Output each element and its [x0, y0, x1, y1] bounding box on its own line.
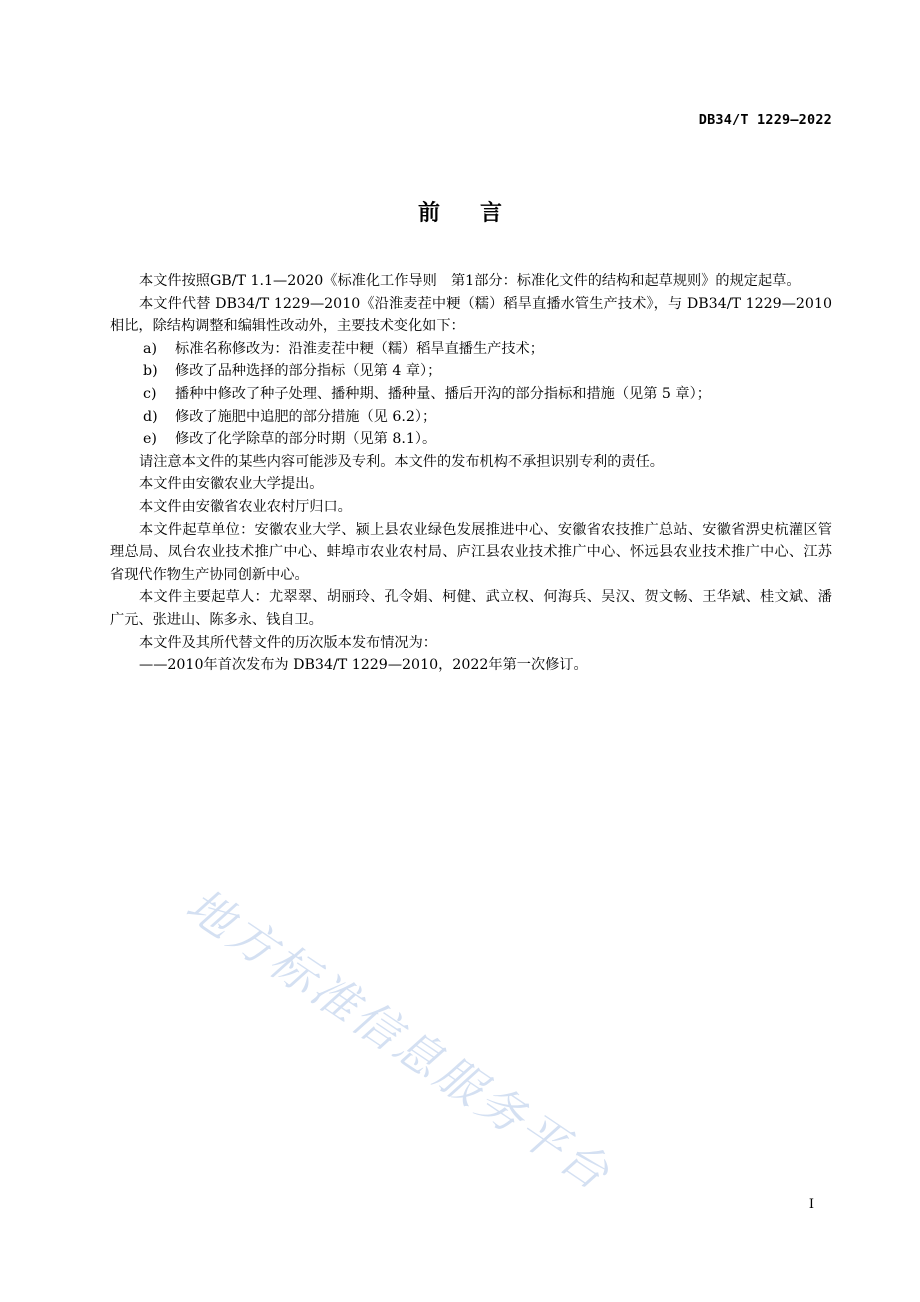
paragraph-drafters: 本文件主要起草人：尤翠翠、胡丽玲、孔令娟、柯健、武立权、何海兵、吴汉、贺文畅、王华斌、桂文斌、潘广元、张进山、陈多永、钱自卫。	[110, 589, 832, 628]
paragraph-patent-notice: 请注意本文件的某些内容可能涉及专利。本文件的发布机构不承担识别专利的责任。	[139, 453, 664, 470]
list-item-text: 修改了品种选择的部分指标（见第 4 章）；	[175, 363, 442, 380]
paragraph-administrator: 本文件由安徽省农业农村厅归口。	[139, 498, 352, 515]
page-number: I	[808, 1197, 814, 1212]
list-item-text: 播种中修改了种子处理、播种期、播种量、播后开沟的部分指标和措施（见第 5 章）；	[175, 385, 711, 402]
list-marker: a)	[143, 340, 157, 357]
page-title: 前言	[417, 201, 542, 226]
list-item	[110, 338, 832, 361]
list-marker: e)	[143, 431, 157, 448]
list-item	[110, 383, 832, 406]
list-item	[110, 360, 832, 383]
paragraph-drafting-rules: 本文件按照GB/T 1.1—2020《标准化工作导则 第1部分：标准化文件的结构和起草规则》的规定起草。	[139, 273, 801, 289]
list-marker: b)	[143, 363, 158, 380]
list-marker: d)	[143, 408, 158, 425]
list-item	[110, 406, 832, 429]
list-item-text: 修改了施肥中追肥的部分措施（见 6.2）；	[175, 408, 437, 425]
paragraph-drafting-units: 本文件起草单位：安徽农业大学、颍上县农业绿色发展推进中心、安徽省农技推广总站、安徽省淠史杭灌区管理总局、凤台农业技术推广中心、蚌埠市农业农村局、庐江县农业技术推广中心、怀远县农业技术推广中心、江苏省现代作物生产协同创新中心。	[110, 521, 832, 583]
foreword-body	[110, 270, 832, 677]
list-item-text: 修改了化学除草的部分时期（见第 8.1）。	[175, 431, 437, 448]
paragraph-proposer: 本文件由安徽农业大学提出。	[139, 476, 324, 493]
watermark: 地方标准信息服务平台	[176, 877, 622, 1202]
list-item	[110, 428, 832, 451]
paragraph-version-history: 本文件及其所代替文件的历次版本发布情况为：	[139, 634, 437, 651]
list-marker: c)	[143, 385, 157, 402]
paragraph-version-entry: ——2010年首次发布为 DB34/T 1229—2010，2022年第一次修订。	[139, 657, 588, 674]
paragraph-replacement: 本文件代替 DB34/T 1229—2010《沿淮麦茬中粳（糯）稻旱直播水管生产技术》，与 DB34/T 1229—2010相比，除结构调整和编辑性改动外，主要技术变化如下：	[110, 295, 832, 335]
document-code: DB34/T 1229—2022	[698, 112, 832, 128]
list-item-text: 标准名称修改为：沿淮麦茬中粳（糯）稻旱直播生产技术；	[175, 340, 544, 357]
